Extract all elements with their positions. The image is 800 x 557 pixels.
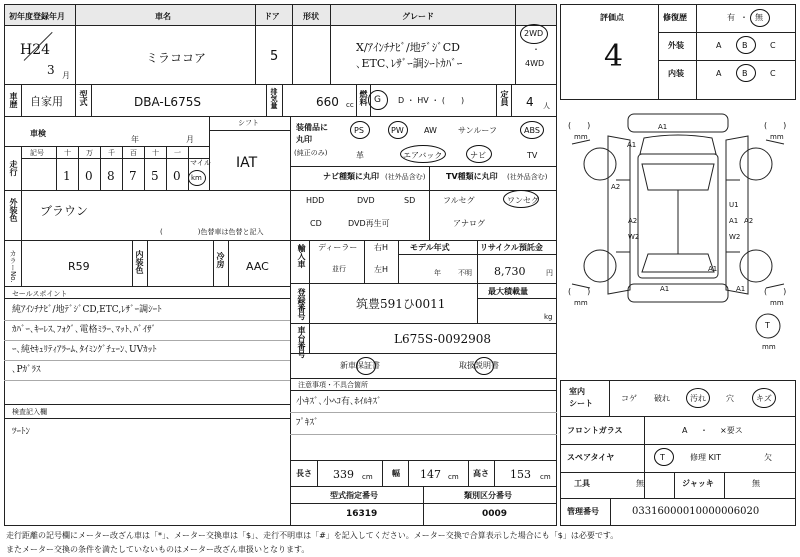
inspection-label: 車検 bbox=[30, 129, 46, 138]
score-label: 評価点 bbox=[600, 13, 624, 22]
mileage-unit: km bbox=[191, 174, 202, 182]
nav-note: (社外品含む) bbox=[385, 173, 426, 181]
sales-line-2: ｶﾊﾞｰ､ｷｰﾚｽ､ﾌｫｸﾞ､電格ﾐﾗｰ､ﾏｯﾄ､ﾊﾞｲｻﾞ bbox=[12, 325, 157, 335]
inspection-year: 年 bbox=[131, 135, 139, 144]
interior-c: C bbox=[770, 69, 776, 78]
diagram-mm-tl: mm bbox=[574, 133, 588, 141]
mileage-digit: 8 bbox=[107, 169, 115, 183]
tv-analog: アナログ bbox=[453, 219, 485, 228]
disp-label: 排気量 bbox=[270, 88, 278, 109]
width-unit: cm bbox=[448, 473, 459, 481]
import-dealer: ディーラー bbox=[318, 243, 358, 252]
drive-dot: ・ bbox=[532, 45, 540, 54]
exterior-b: B bbox=[742, 41, 748, 50]
capacity: 4 bbox=[526, 95, 534, 109]
spare-t: T bbox=[660, 453, 665, 462]
mark-2: A1 bbox=[658, 123, 668, 131]
registration-value: 筑豊591ひ0011 bbox=[356, 297, 446, 311]
length-label: 長さ bbox=[296, 469, 312, 478]
footer-line-1: 走行距離の記号欄にメーター改ざん車は「*」、メーター交換車は「$」、走行不明車は「#」を記入してください。メーター交換で合算表示した場合にも「$」は必要です。 bbox=[6, 531, 619, 540]
recycle-label: リサイクル預託金 bbox=[480, 243, 543, 252]
equip-airbag: エアバック bbox=[403, 151, 443, 160]
doors: 5 bbox=[270, 49, 279, 64]
mileage-digit: 7 bbox=[129, 169, 137, 183]
fuel-rest: D ・ HV ・ ( ) bbox=[398, 96, 465, 105]
inspection-month: 月 bbox=[186, 135, 194, 144]
mileage-place-label: 十 bbox=[64, 149, 71, 157]
seat-label-1: 室内 bbox=[569, 387, 585, 396]
category-value: 0009 bbox=[482, 509, 508, 519]
nav-dvd-play: DVD再生可 bbox=[348, 219, 390, 228]
seat-yogore: 汚れ bbox=[690, 394, 706, 403]
cap-label: 定員 bbox=[500, 90, 509, 106]
manual: 取扱説明書 bbox=[459, 361, 499, 370]
width-label: 幅 bbox=[392, 469, 400, 478]
equip-sunroof: サンルーフ bbox=[458, 126, 497, 135]
equip-tv: TV bbox=[527, 151, 538, 160]
windshield-sep: ・ bbox=[700, 426, 708, 435]
import-left: 左H bbox=[374, 265, 389, 274]
mark-spare-t: T bbox=[765, 321, 770, 330]
mark-6: U1 bbox=[729, 201, 739, 209]
model-year-year: 年 bbox=[434, 269, 441, 277]
mark-12: A1 bbox=[708, 265, 718, 273]
drive-4wd: 4WD bbox=[525, 59, 545, 68]
interior-a: A bbox=[716, 69, 722, 78]
mileage-code-label: 記号 bbox=[30, 149, 44, 157]
tools-value: 無 bbox=[636, 479, 644, 488]
mileage-place-label: 百 bbox=[130, 149, 137, 157]
usage: 自家用 bbox=[30, 95, 63, 108]
sales-line-1: 純ｱｲﾝﾁﾅﾋﾞ/地ﾃﾞｼﾞCD,ETC,ﾚｻﾞｰ調ｼｰﾄ bbox=[12, 305, 162, 315]
car-damage-diagram bbox=[560, 104, 796, 376]
import-right: 右H bbox=[374, 243, 389, 252]
windshield-x: ×要ス bbox=[720, 426, 743, 435]
max-load-label: 最大積載量 bbox=[488, 287, 528, 296]
fuel-label: 燃料 bbox=[359, 90, 368, 106]
mileage-digit: 0 bbox=[173, 169, 181, 183]
mileage-place-label: 一 bbox=[174, 149, 181, 157]
seat-yabure: 破れ bbox=[654, 394, 670, 403]
mileage-digit: 1 bbox=[63, 169, 71, 183]
mileage-place-label: 万 bbox=[86, 149, 93, 157]
exterior-a: A bbox=[716, 41, 722, 50]
repair-label: 修復歴 bbox=[663, 13, 687, 22]
ac-label: 冷房 bbox=[216, 252, 225, 268]
score-value: 4 bbox=[604, 39, 624, 74]
exterior-label: 外装 bbox=[668, 41, 684, 50]
height-unit: cm bbox=[540, 473, 551, 481]
nav-dvd: DVD bbox=[357, 196, 375, 205]
diagram-bracket-bl: ( ) bbox=[568, 287, 591, 296]
mark-8: A2 bbox=[744, 217, 754, 225]
tv-fullseg: フルセグ bbox=[443, 196, 475, 205]
mark-1: A1 bbox=[627, 141, 637, 149]
new-car-warranty: 新車保証書 bbox=[340, 361, 380, 370]
registration-label: 登録番号 bbox=[297, 288, 306, 320]
model-year-unknown: 不明 bbox=[458, 269, 472, 277]
displacement: 660 bbox=[316, 95, 339, 109]
spare-kit: 修理 KIT bbox=[690, 453, 722, 462]
seat-kizu: キズ bbox=[756, 394, 772, 403]
ac-value: AAC bbox=[246, 260, 269, 273]
windshield-a: A bbox=[682, 426, 688, 435]
inspector-value: ﾂｰﾄﾝ bbox=[12, 427, 31, 437]
interior-label: 内装 bbox=[668, 69, 684, 78]
usage-label: 車歴 bbox=[9, 92, 18, 108]
mileage-digit: 5 bbox=[151, 169, 159, 183]
color-no-label: カラーNo. bbox=[9, 250, 17, 283]
equip-aw: AW bbox=[424, 126, 437, 135]
mark-5: W2 bbox=[628, 233, 640, 241]
chassis-label: 車台番号 bbox=[297, 326, 306, 358]
sales-label: セールスポイント bbox=[12, 290, 68, 298]
mark-11: A1 bbox=[736, 285, 746, 293]
nav-title: ナビ種類に丸印 bbox=[323, 172, 379, 181]
recycle-unit: 円 bbox=[546, 269, 553, 277]
shift-label: シフト bbox=[238, 119, 259, 127]
mgmt-label: 管理番号 bbox=[567, 507, 599, 516]
import-label: 輸入車 bbox=[297, 244, 306, 268]
seat-label-2: シート bbox=[569, 399, 593, 408]
color-value: ブラウン bbox=[40, 204, 89, 218]
nav-cd: CD bbox=[310, 219, 322, 228]
tv-note: (社外品含む) bbox=[507, 173, 548, 181]
tools-label: 工具 bbox=[574, 479, 590, 488]
inspector-label: 検査記入欄 bbox=[12, 408, 47, 416]
seat-koge: コゲ bbox=[621, 394, 637, 403]
diagram-bracket-tl: ( ) bbox=[568, 121, 591, 130]
diagram-mm-br: mm bbox=[770, 299, 784, 307]
equip-label2: 丸印 bbox=[296, 135, 312, 144]
shift-value: IAT bbox=[236, 155, 258, 171]
reg-year-label: 初年度登録年月 bbox=[9, 12, 65, 21]
mileage-place-label: 十 bbox=[152, 149, 159, 157]
color-note: ( )色替車は色替と記入 bbox=[160, 228, 264, 236]
designation-label: 型式指定番号 bbox=[330, 491, 378, 500]
reg-era: H24 bbox=[20, 42, 51, 58]
notes-line-2: ﾌﾟｷｽﾞ bbox=[296, 418, 319, 428]
equip-label3: (純正のみ) bbox=[294, 149, 328, 157]
width-value: 147 bbox=[420, 468, 441, 481]
grade-label: グレード bbox=[402, 12, 434, 21]
mgmt-value: 03316000010000006020 bbox=[632, 506, 760, 517]
month-unit: 月 bbox=[62, 71, 70, 80]
reg-month: 3 bbox=[47, 63, 55, 77]
diagram-mm-tr: mm bbox=[770, 133, 784, 141]
cc-unit: cc bbox=[346, 101, 354, 109]
max-load-unit: kg bbox=[544, 313, 553, 321]
mileage-place-label: 千 bbox=[108, 149, 115, 157]
tv-oneseg: ワンセグ bbox=[507, 196, 539, 205]
jack-label: ジャッキ bbox=[682, 479, 714, 488]
diagram-mm-bl: mm bbox=[574, 299, 588, 307]
car-name-label: 車名 bbox=[155, 12, 171, 21]
nav-hdd: HDD bbox=[306, 196, 325, 205]
tv-title: TV種類に丸印 bbox=[446, 172, 498, 181]
row1-header-bg bbox=[4, 4, 557, 26]
import-parallel: 並行 bbox=[332, 265, 346, 273]
nav-sd: SD bbox=[404, 196, 416, 205]
seat-ana: 穴 bbox=[726, 394, 734, 403]
mark-10: A1 bbox=[660, 285, 670, 293]
sales-line-3: ｰ､純ｾｷｭﾘﾃｨｱﾗｰﾑ､ﾀｲﾐﾝｸﾞﾁｪｰﾝ､UVｶｯﾄ bbox=[12, 345, 157, 355]
mark-7: A1 bbox=[729, 217, 739, 225]
drive-2wd: 2WD bbox=[524, 29, 544, 38]
exterior-c: C bbox=[770, 41, 776, 50]
repair-yes: 有 bbox=[727, 13, 735, 22]
interior-b: B bbox=[742, 69, 748, 78]
diagram-bracket-tr: ( ) bbox=[764, 121, 787, 130]
spare-none: 欠 bbox=[764, 453, 772, 462]
mileage-label: 走行 bbox=[9, 160, 18, 176]
mark-4: A2 bbox=[628, 217, 638, 225]
mark-3: A2 bbox=[611, 183, 621, 191]
recycle-value: 8,730 bbox=[494, 265, 526, 278]
color-no: R59 bbox=[68, 260, 90, 273]
equip-label1: 装備品に bbox=[296, 123, 328, 132]
footer-line-2: またメーター交換の条件を満たしていないものはメーター改ざん車扱いとなります。 bbox=[6, 545, 310, 554]
equip-navi: ナビ bbox=[470, 151, 486, 160]
spare-label: スペアタイヤ bbox=[567, 453, 615, 462]
notes-label: 注意事項・不具合箇所 bbox=[298, 381, 368, 389]
notes-line-1: 小ｷｽﾞ､小ﾍｺ有､ﾎｲﾙｷｽﾞ bbox=[296, 397, 382, 407]
chassis-value: L675S-0092908 bbox=[394, 332, 492, 346]
repair-dot: ・ bbox=[740, 13, 748, 22]
windshield-label: フロントガラス bbox=[567, 426, 623, 435]
equip-ps: PS bbox=[354, 126, 364, 135]
grade-line1: X/ｱｲﾝﾁﾅﾋﾞ/地ﾃﾞｼﾞCD bbox=[356, 41, 460, 54]
door-label: ドア bbox=[264, 12, 280, 21]
repair-no: 無 bbox=[755, 13, 763, 22]
equip-pw: PW bbox=[391, 126, 404, 135]
length-value: 339 bbox=[333, 468, 354, 481]
cap-unit: 人 bbox=[543, 102, 550, 110]
shape-label: 形状 bbox=[303, 12, 319, 21]
equip-abs: ABS bbox=[524, 126, 540, 135]
equip-leather: 革 bbox=[356, 151, 364, 160]
height-label: 高さ bbox=[473, 469, 489, 478]
diagram-mm-spare: mm bbox=[762, 343, 776, 351]
designation-value: 16319 bbox=[346, 509, 378, 519]
length-unit: cm bbox=[362, 473, 373, 481]
fuel-g: G bbox=[374, 95, 381, 105]
model: DBA-L675S bbox=[134, 95, 201, 109]
color-label: 外装色 bbox=[9, 198, 18, 222]
mileage-unit-label: マイル bbox=[190, 159, 211, 167]
car-name: ミラココア bbox=[146, 51, 207, 65]
mark-9: W2 bbox=[729, 233, 741, 241]
mileage-digit: 0 bbox=[85, 169, 93, 183]
model-label: 型式 bbox=[79, 90, 88, 106]
diagram-bracket-br: ( ) bbox=[764, 287, 787, 296]
sales-line-4: ､Pｶﾞﾗｽ bbox=[12, 365, 41, 375]
grade-line2: ､ETC､ﾚｻﾞｰ調ｼｰﾄｶﾊﾞｰ bbox=[356, 57, 463, 70]
height-value: 153 bbox=[510, 468, 531, 481]
category-label: 類別区分番号 bbox=[464, 491, 512, 500]
interior-color-label: 内装色 bbox=[135, 250, 144, 274]
model-year-label: モデル年式 bbox=[410, 243, 450, 252]
jack-value: 無 bbox=[752, 479, 760, 488]
